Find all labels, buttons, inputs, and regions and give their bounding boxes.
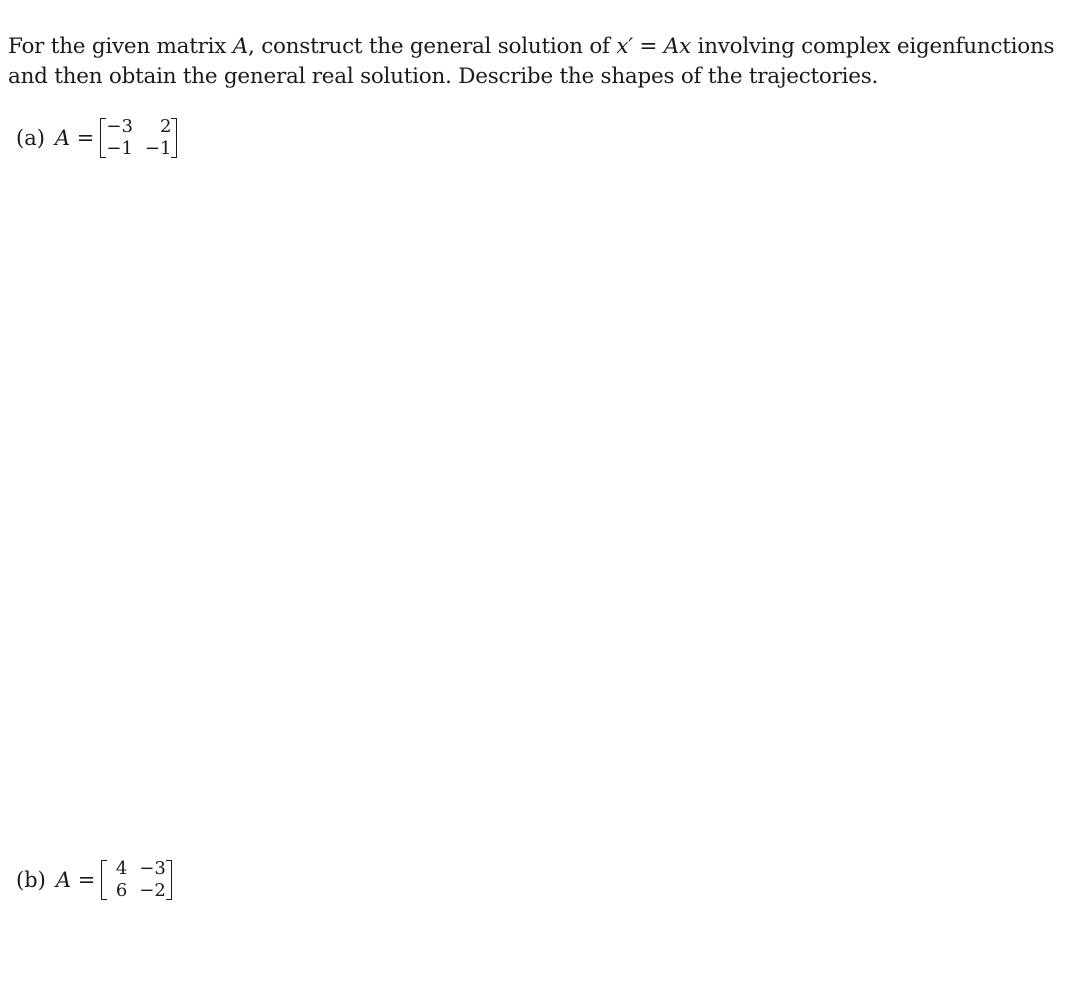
matrix-cell: −2 <box>139 880 166 901</box>
equals-sign: = <box>70 126 95 150</box>
problem-line-2: and then obtain the general real solution. Describe the shapes of the trajectories. <box>8 64 879 89</box>
part-b-variable: A <box>55 868 72 892</box>
matrix-cell: 4 <box>115 858 128 879</box>
matrix-cell: −1 <box>144 138 172 159</box>
matrix-cell: −3 <box>106 116 133 137</box>
equals-sign: = <box>71 868 96 892</box>
problem-text-segment: For the given matrix <box>8 34 233 59</box>
part-a-matrix <box>100 116 177 160</box>
part-a-lhs <box>55 126 94 150</box>
problem-text-segment: , construct the general solution of <box>248 34 617 59</box>
part-b-lhs <box>56 868 95 892</box>
problem-text-segment: involving complex eigenfunctions <box>690 34 1055 59</box>
matrix-cell: −3 <box>139 858 166 879</box>
part-b-label: (b) <box>16 868 46 892</box>
matrix-cell: 2 <box>160 116 172 137</box>
problem-line-1 <box>8 32 1076 62</box>
matrix-cell: 6 <box>115 880 128 901</box>
matrix-variable: A <box>232 34 249 59</box>
part-b <box>16 858 172 902</box>
matrix-cell: −1 <box>106 138 133 159</box>
part-a-variable: A <box>54 126 71 150</box>
problem-statement <box>8 32 1076 92</box>
part-a <box>16 116 177 160</box>
part-a-label: (a) <box>16 126 45 150</box>
differential-equation: x′ = Ax <box>616 34 691 59</box>
part-b-matrix <box>101 858 172 902</box>
